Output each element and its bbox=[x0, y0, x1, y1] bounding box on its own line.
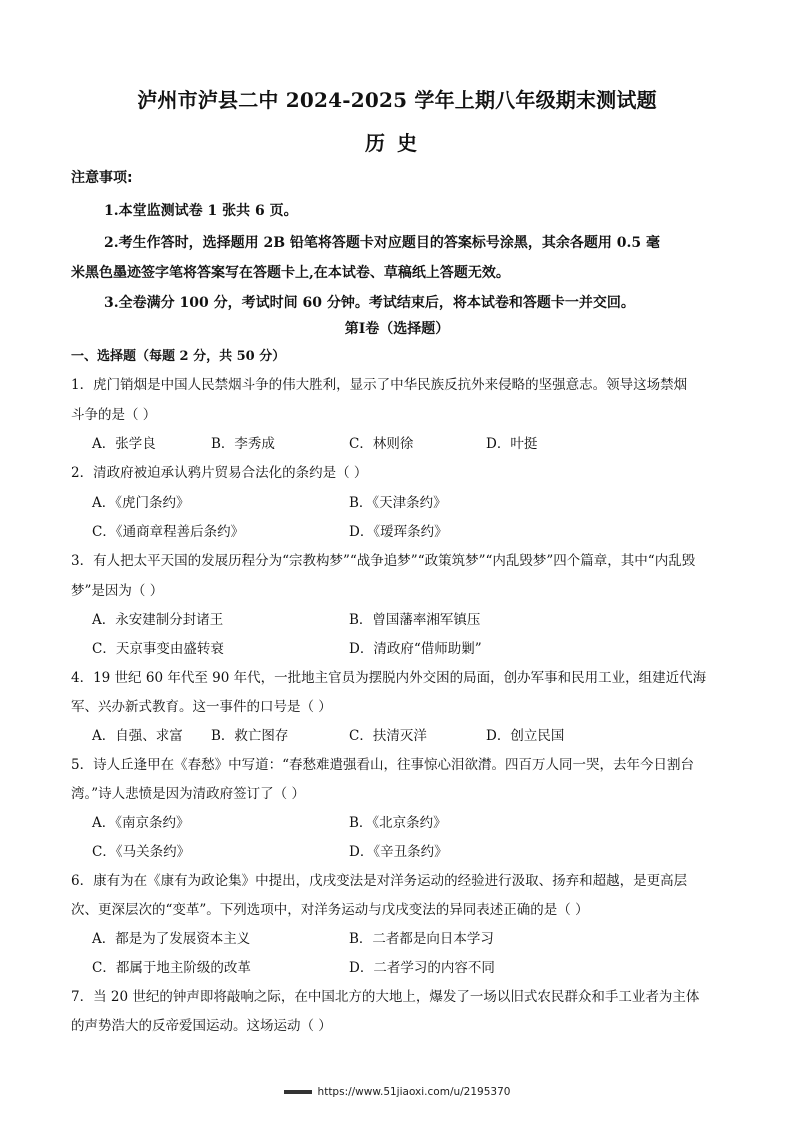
footer bbox=[0, 1086, 794, 1098]
question-5-line-1: 5．诗人丘逢甲在《春愁》中写道：“春愁难遣强看山，往事惊心泪欲潸。四百万人同一哭，去年今日割台 bbox=[71, 757, 694, 773]
question-5-option-a: A．《南京条约》 bbox=[92, 815, 190, 831]
question-6-option-d: D．二者学习的内容不同 bbox=[349, 960, 495, 976]
question-4-line-2: 军、兴办新式教育。这一事件的口号是（ ） bbox=[71, 699, 332, 715]
question-6-option-b: B．二者都是向日本学习 bbox=[349, 931, 494, 947]
question-2-line-1: 2．清政府被迫承认鸦片贸易合法化的条约是（ ） bbox=[71, 465, 368, 481]
question-4-option-b: B．救亡图存 bbox=[211, 728, 289, 744]
question-6-line-1: 6．康有为在《康有为政论集》中提出，戊戌变法是对洋务运动的经验进行汲取、扬弃和超越，是更高层 bbox=[71, 873, 688, 889]
exam-title: 泸州市泸县二中 2024-2025 学年上期八年级期末测试题 bbox=[137, 88, 657, 112]
question-3-option-d: D．清政府“借师助剿” bbox=[349, 641, 482, 657]
question-7-line-2: 的声势浩大的反帝爱国运动。这场运动（ ） bbox=[71, 1018, 332, 1034]
question-4-option-a: A．自强、求富 bbox=[92, 728, 183, 744]
notice-item-2-line-2: 米黑色墨迹签字笔将答案写在答题卡上,在本试卷、草稿纸上答题无效。 bbox=[71, 265, 510, 281]
question-6-option-a: A．都是为了发展资本主义 bbox=[92, 931, 251, 947]
question-7-line-1: 7．当 20 世纪的钟声即将敲响之际，在中国北方的大地上，爆发了一场以旧式农民群众和手工业者为主体 bbox=[71, 989, 700, 1005]
question-1-option-c: C．林则徐 bbox=[349, 436, 414, 452]
question-1-option-b: B．李秀成 bbox=[211, 436, 275, 452]
question-5-line-2: 湾。”诗人悲愤是因为清政府签订了（ ） bbox=[71, 786, 305, 802]
question-1-option-d: D．叶挺 bbox=[486, 436, 538, 452]
question-3-line-2: 梦”是因为（ ） bbox=[71, 583, 164, 599]
question-4-option-c: C．扶清灭洋 bbox=[349, 728, 427, 744]
question-6-option-c: C．都属于地主阶级的改革 bbox=[92, 960, 251, 976]
question-3-option-c: C．天京事变由盛转衰 bbox=[92, 641, 224, 657]
footer-url[interactable]: https://www.51jiaoxi.com/u/2195370 bbox=[317, 1086, 511, 1098]
question-2-option-c: C．《通商章程善后条约》 bbox=[92, 524, 245, 540]
subject-title: 历史 bbox=[365, 131, 429, 155]
question-2-option-d: D．《瑷珲条约》 bbox=[349, 524, 448, 540]
question-3-option-b: B．曾国藩率湘军镇压 bbox=[349, 612, 481, 628]
notice-heading: 注意事项: bbox=[71, 170, 133, 186]
question-1-line-1: 1．虎门销烟是中国人民禁烟斗争的伟大胜利，显示了中华民族反抗外来侵略的坚强意志。领导这场禁烟 bbox=[71, 377, 688, 393]
question-6-line-2: 次、更深层次的“变革”。下列选项中，对洋务运动与戊戌变法的异同表述正确的是（ ） bbox=[71, 902, 589, 918]
question-4-line-1: 4．19 世纪 60 年代至 90 年代，一批地主官员为摆脱内外交困的局面，创办军事和民用工业，组建近代海 bbox=[71, 670, 707, 686]
question-3-line-1: 3．有人把太平天国的发展历程分为“宗教构梦”“战争追梦”“政策筑梦”“内乱毁梦”四个篇章，其中“内乱毁 bbox=[71, 553, 696, 569]
notice-item-3: 3.全卷满分 100 分，考试时间 60 分钟。考试结束后，将本试卷和答题卡一并交回。 bbox=[104, 295, 635, 311]
question-5-option-b: B．《北京条约》 bbox=[349, 815, 447, 831]
notice-item-1: 1.本堂监测试卷 1 张共 6 页。 bbox=[104, 203, 298, 219]
footer-watermark-mark bbox=[284, 1090, 312, 1094]
part-heading: 一、选择题（每题 2 分，共 50 分） bbox=[71, 349, 286, 364]
question-3-option-a: A．永安建制分封诸王 bbox=[92, 612, 224, 628]
question-2-option-b: B．《天津条约》 bbox=[349, 495, 447, 511]
question-5-option-d: D．《辛丑条约》 bbox=[349, 844, 448, 860]
notice-item-2-line-1: 2.考生作答时，选择题用 2B 铅笔将答题卡对应题目的答案标号涂黑，其余各题用 0.5 毫 bbox=[104, 235, 661, 251]
question-5-option-c: C．《马关条约》 bbox=[92, 844, 191, 860]
question-4-option-d: D．创立民国 bbox=[486, 728, 565, 744]
question-1-line-2: 斗争的是（ ） bbox=[71, 407, 157, 423]
question-2-option-a: A．《虎门条约》 bbox=[92, 495, 190, 511]
question-1-option-a: A．张学良 bbox=[92, 436, 156, 452]
section-title: 第Ⅰ卷（选择题） bbox=[344, 321, 450, 337]
